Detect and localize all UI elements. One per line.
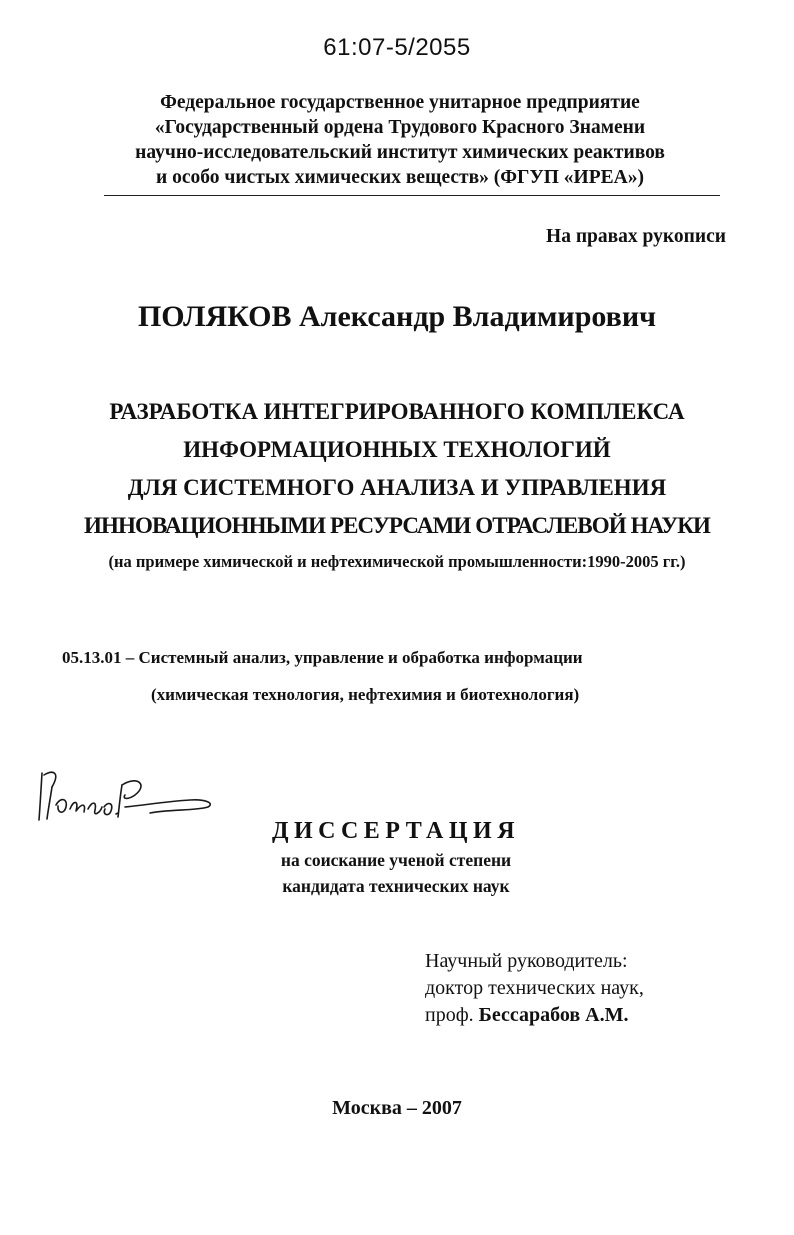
supervisor-name: Бессарабов А.М. bbox=[478, 1004, 629, 1026]
manuscript-note: На правах рукописи bbox=[546, 226, 726, 247]
supervisor-block bbox=[425, 948, 644, 1029]
title-line: ИННОВАЦИОННЫМИ РЕСУРСАМИ ОТРАСЛЕВОЙ НАУКИ bbox=[84, 513, 710, 538]
organization-line: научно-исследовательский институт химических реактивов bbox=[135, 142, 665, 163]
supervisor-title: проф. bbox=[425, 1004, 474, 1026]
dissertation-heading: ДИССЕРТАЦИЯ bbox=[271, 818, 521, 844]
organization-line: и особо чистых химических веществ» (ФГУП «ИРЕА») bbox=[156, 167, 644, 188]
supervisor-degree: доктор технических наук, bbox=[425, 977, 644, 999]
title-subtitle: (на примере химической и нефтехимической промышленности:1990-2005 гг.) bbox=[108, 552, 686, 571]
specialty-detail-line: (химическая технология, нефтехимия и биотехнология) bbox=[151, 685, 580, 704]
archive-code: 61:07-5/2055 bbox=[323, 34, 471, 61]
title-line: ИНФОРМАЦИОННЫХ ТЕХНОЛОГИЙ bbox=[183, 437, 611, 462]
place-year: Москва – 2007 bbox=[332, 1097, 462, 1119]
handwritten-signature bbox=[30, 765, 230, 835]
degree-line: на соискание ученой степени bbox=[280, 850, 512, 870]
degree-line: кандидата технических наук bbox=[282, 876, 510, 896]
degree-block bbox=[248, 815, 544, 899]
organization-block bbox=[60, 90, 740, 190]
organization-line: Федеральное государственное унитарное предприятие bbox=[160, 92, 640, 113]
specialty-code-line: 05.13.01 – Системный анализ, управление и обработка информации bbox=[62, 648, 583, 667]
title-line: ДЛЯ СИСТЕМНОГО АНАЛИЗА И УПРАВЛЕНИЯ bbox=[127, 475, 667, 500]
dissertation-title bbox=[40, 393, 754, 545]
title-line: РАЗРАБОТКА ИНТЕГРИРОВАННОГО КОМПЛЕКСА bbox=[109, 399, 685, 424]
supervisor-label: Научный руководитель: bbox=[425, 950, 628, 972]
organization-line: «Государственный ордена Трудового Красного Знамени bbox=[154, 117, 646, 138]
organization-divider bbox=[104, 195, 720, 196]
author-name: ПОЛЯКОВ Александр Владимирович bbox=[137, 300, 657, 333]
supervisor-name-line bbox=[425, 1002, 644, 1029]
